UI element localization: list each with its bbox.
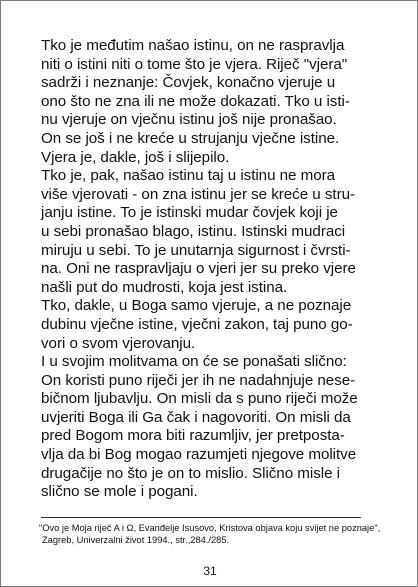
text-line: ono što ne zna ili ne može dokazati. Tko u isti- (41, 92, 350, 110)
text-line: Tko je, pak, našao istinu taj u istinu ne mora (41, 167, 336, 185)
text-line: miruju u sebi. To je unutarnja sigurnost i čvrsti- (41, 241, 351, 259)
text-line: više vjerovati - on zna istinu jer se kreće u stru- (41, 185, 355, 203)
text-line: Tko, dakle, u Boga samo vjeruje, a ne poznaje (41, 297, 352, 315)
text-line: uvjeriti Boga ili Ga čak i nagovoriti. On misli da (41, 408, 351, 426)
text-line: u sebi pronašao blago, istinu. Istinski mudraci (41, 222, 346, 240)
text-line: našli put do mudrosti, koja jest istina. (41, 278, 288, 296)
footnote-line: Zagreb, Univerzalni život 1994., str.,284./285. (42, 534, 230, 545)
text-line: vlja da bi Bog mogao razumjeti njegove molitve (41, 446, 357, 464)
text-line: nu vjeruje on vječnu istinu još nije pronašao. (41, 111, 337, 129)
text-line: na. Oni ne raspravljaju o vjeri jer su preko vjere (41, 260, 356, 278)
text-line: On se još i ne kreće u strujanju vječne istine. (41, 129, 340, 147)
text-line: drugačije no što je on to mislio. Slično misle i (41, 464, 340, 482)
footnote-divider (41, 517, 361, 518)
text-line: Vjera je, dakle, još i slijepilo. (41, 148, 230, 166)
footnote (39, 523, 399, 546)
text-line: niti o istini niti o tome što je vjera. Riječ "vjera" (41, 55, 348, 73)
text-line: sadrži i neznanje: Čovjek, konačno vjeruje u (41, 74, 336, 92)
text-line: janju istine. To je istinski mudar čovjek koji je (41, 204, 338, 222)
footnote-line: "Ovo je Moja riječ A i Ω, Evanđelje Isusovo, Kristova objava koju svijet ne poznaje", (39, 523, 381, 533)
text-line: pred Bogom mora biti razumljiv, jer pretposta- (41, 427, 345, 445)
text-line: vori o svom vjerovanju. (41, 334, 196, 352)
text-line: I u svojim molitvama on će se ponašati slično: (41, 353, 347, 371)
text-line: On koristi puno riječi jer ih ne nadahnjuje nese- (41, 371, 356, 389)
text-line: slično se mole i pogani. (41, 483, 198, 501)
page-number: 31 (203, 564, 217, 578)
text-line: Tko je međutim našao istinu, on ne raspravlja (41, 37, 345, 54)
text-line: dubinu vječne istine, vječni zakon, taj puno go- (41, 315, 353, 333)
text-line: bičnom ljubavlju. On misli da s puno riječi može (41, 390, 358, 408)
body-text (41, 37, 391, 502)
